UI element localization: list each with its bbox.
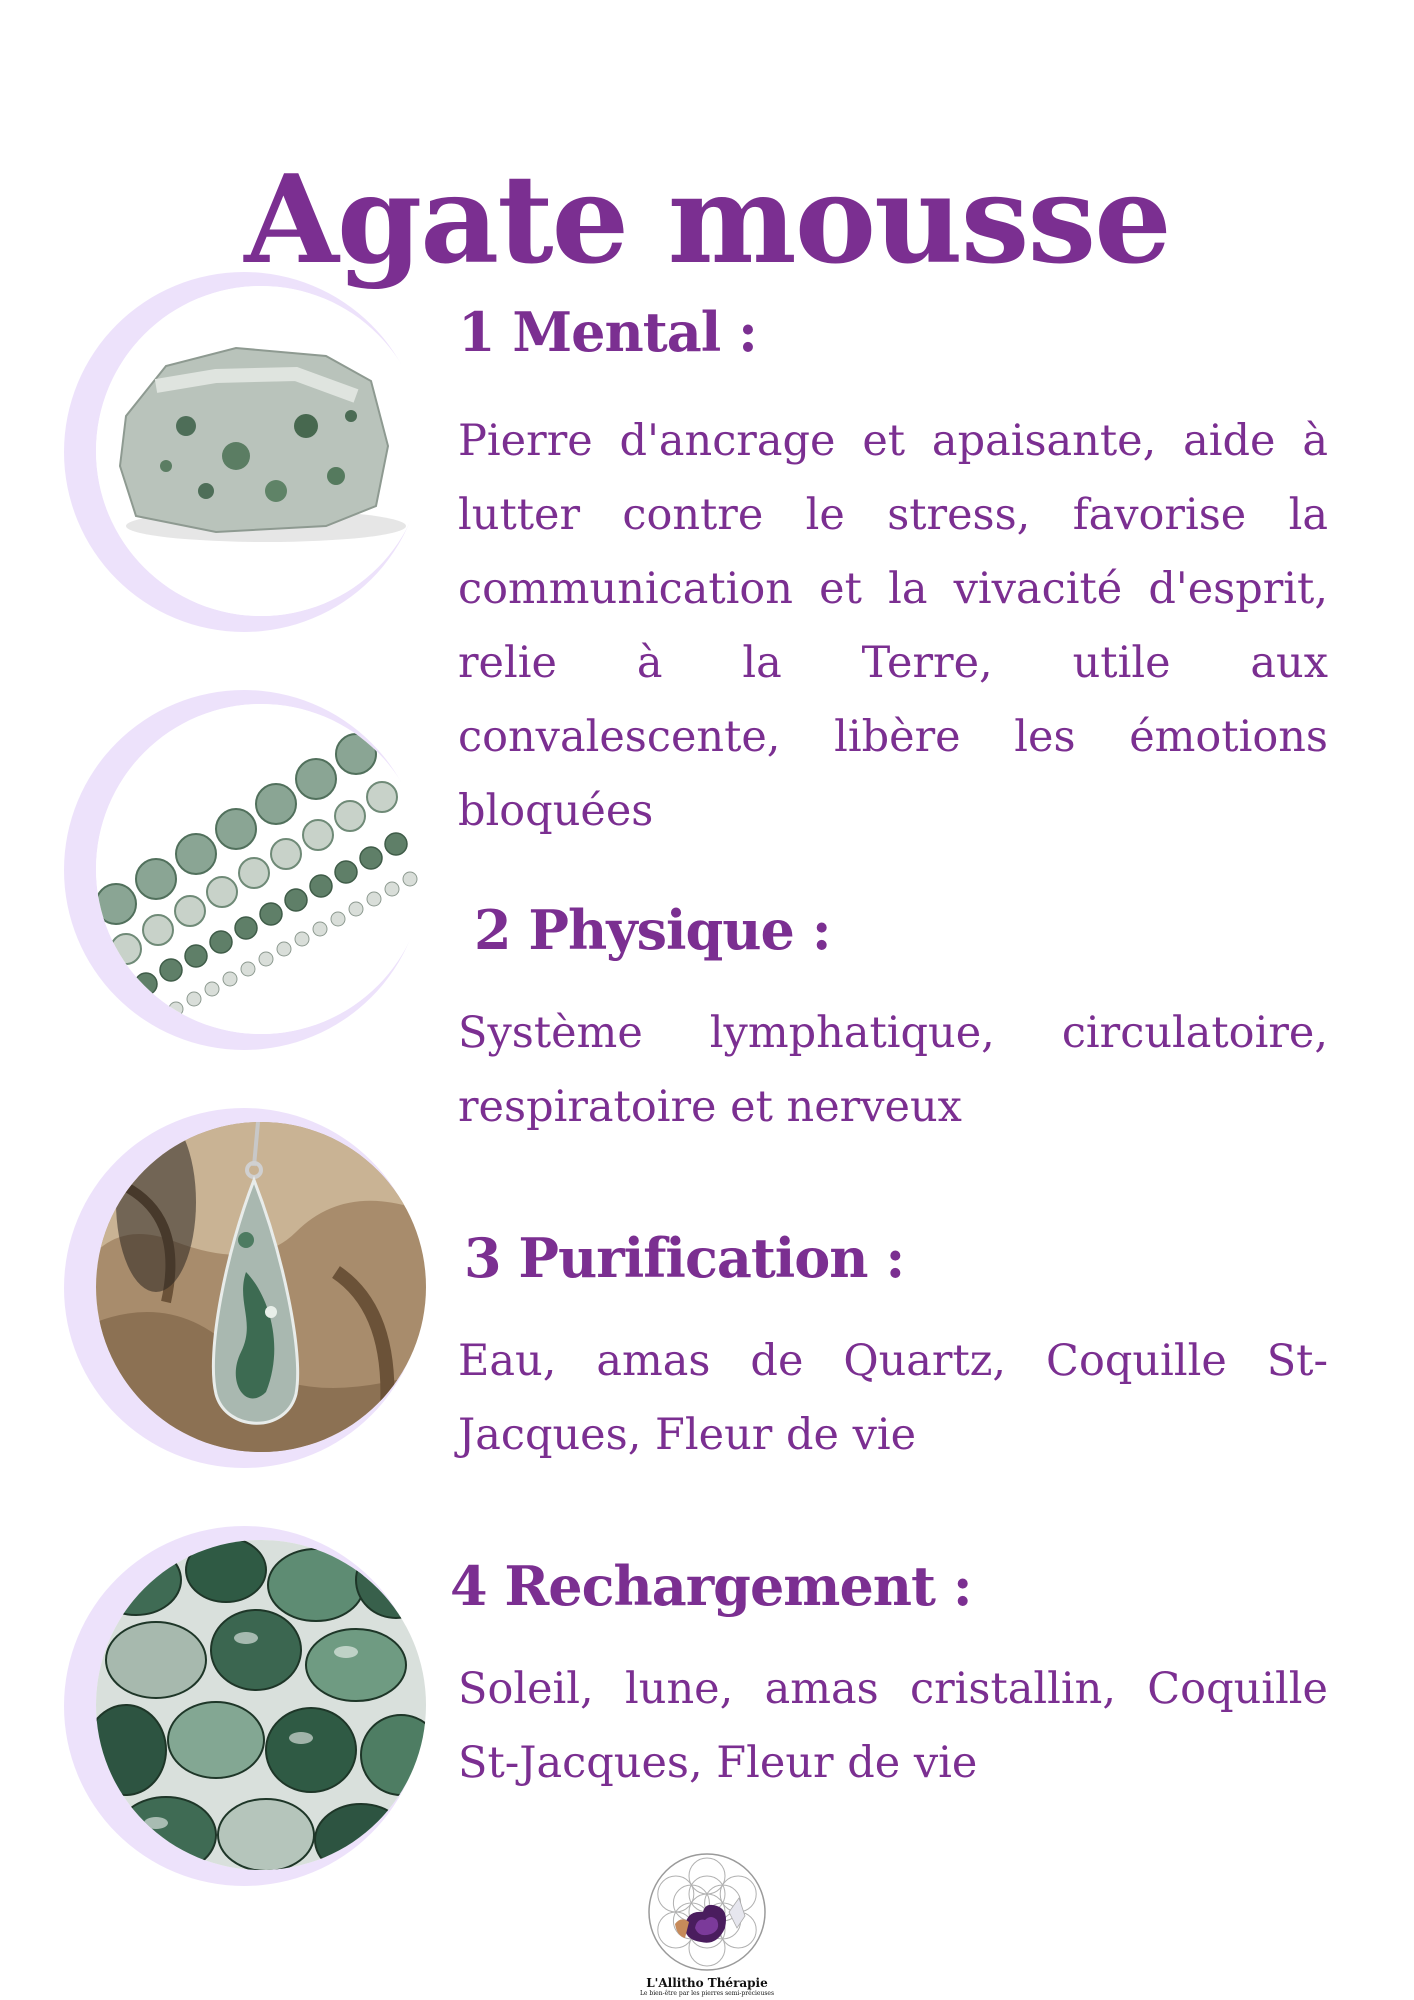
raw-stone-photo-frame [64, 272, 424, 632]
section-heading-purification: 3 Purification : [464, 1226, 905, 1290]
page-title: Agate mousse [244, 146, 1170, 291]
section-text-purification: Eau, amas de Quartz, Coquille St-Jacques, Fleur de vie [458, 1336, 1328, 1460]
brand-name: L'Allitho Thérapie [646, 1976, 768, 1990]
tumbled-stones-photo-frame [64, 1526, 424, 1886]
beads-image [96, 704, 426, 1034]
bead-strands-icon [96, 704, 426, 1034]
beads-photo-frame [64, 690, 424, 1050]
section-heading-rechargement: 4 Rechargement : [450, 1554, 972, 1618]
raw-stone-image [96, 286, 426, 616]
tumbled-stones-icon [96, 1540, 426, 1870]
section-text-rechargement: Soleil, lune, amas cristallin, Coquille St-Jacques, Fleur de vie [458, 1664, 1328, 1788]
section-text-physique: Système lymphatique, circulatoire, respiratoire et nerveux [458, 1008, 1328, 1132]
pendant-icon [96, 1122, 426, 1452]
flower-of-life-icon [645, 1850, 769, 1974]
pendant-photo-frame [64, 1108, 424, 1468]
section-heading-physique: 2 Physique : [474, 898, 831, 962]
raw-stone-icon [96, 286, 426, 616]
tumbled-stones-image [96, 1540, 426, 1870]
brand-tagline: Le bien-être par les pierres semi-précieuses [639, 1990, 775, 1997]
pendant-image [96, 1122, 426, 1452]
section-text-mental: Pierre d'ancrage et apaisante, aide à lutter contre le stress, favorise la communication et la vivacité d'esprit, relie à la Terre, utile aux convalescente, libère les émotions bloquées [458, 416, 1328, 836]
brand-logo [630, 1850, 784, 1997]
section-heading-mental: 1 Mental : [458, 300, 757, 364]
